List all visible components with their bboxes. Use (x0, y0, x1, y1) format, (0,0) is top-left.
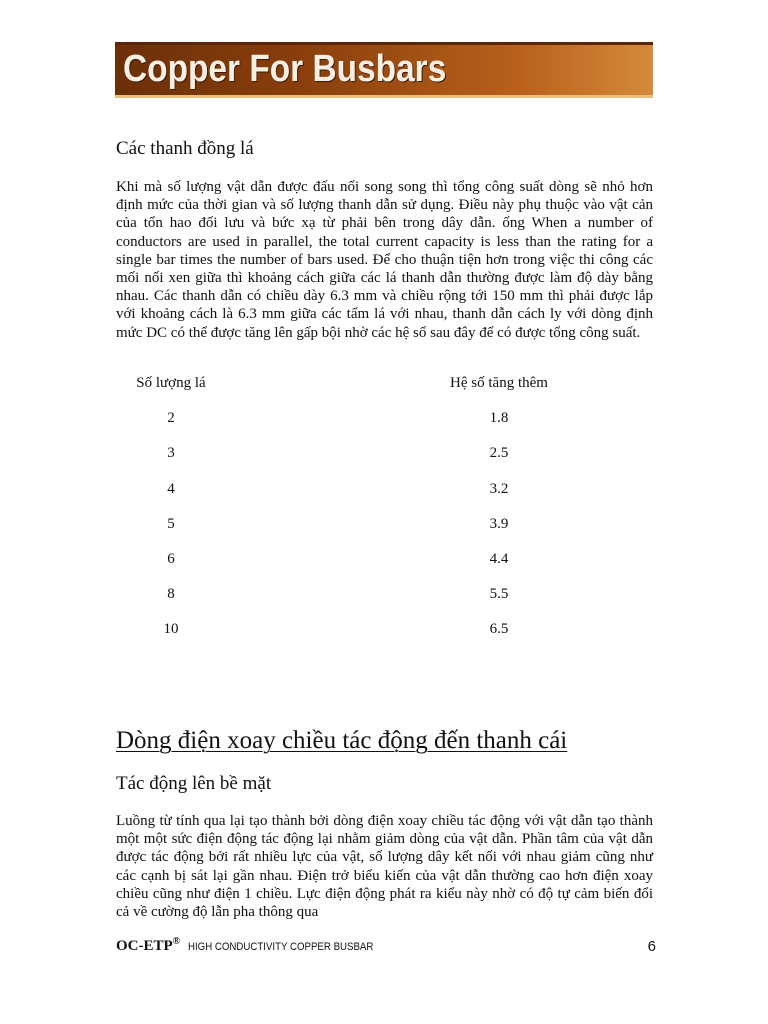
table-row (116, 513, 653, 548)
table-cell-sheet-count: 3 (167, 445, 175, 462)
table-cell-multiplier: 2.5 (489, 445, 509, 462)
header-banner (115, 42, 653, 98)
table-header-row (116, 372, 653, 407)
table-cell-multiplier: 1.8 (489, 410, 509, 427)
table-row (116, 407, 653, 442)
registered-mark: ® (172, 936, 181, 947)
table-row (116, 583, 653, 618)
table-row (116, 548, 653, 583)
table-cell-multiplier: 5.5 (489, 586, 509, 603)
table-cell-multiplier: 4.4 (489, 550, 509, 567)
table-cell-sheet-count: 8 (167, 586, 175, 603)
table-cell-sheet-count: 5 (167, 515, 175, 532)
table-row (116, 478, 653, 513)
table-header-sheet-count: Số lượng lá (136, 375, 206, 391)
footer-brand (116, 938, 180, 955)
page-number: 6 (647, 938, 656, 955)
table-cell-sheet-count: 10 (163, 621, 179, 638)
table-header-multiplier: Hệ số tăng thêm (450, 375, 548, 391)
table-cell-multiplier: 6.5 (489, 621, 509, 638)
footer-brand-name: OC-ETP (116, 938, 173, 954)
table-row (116, 442, 653, 477)
section-subheading-skin-effect: Tác động lên bề mặt (116, 773, 272, 794)
table-cell-multiplier: 3.2 (489, 480, 509, 497)
table-cell-sheet-count: 4 (167, 480, 175, 497)
table-cell-sheet-count: 6 (167, 550, 175, 567)
banner-title: Copper For Busbars (123, 48, 447, 90)
table-row (116, 618, 653, 653)
table-cell-multiplier: 3.9 (489, 515, 509, 532)
section-paragraph-copper-sheets: Khi mà số lượng vật dẫn được đấu nối song song thì tổng công suất dòng sẽ nhỏ hơn định mức của thời gian và số lượng thanh dẫn sử dụng. Điều này phụ thuộc vào vật cản của tổn hao đối lưu và bức xạ từ phải bên trong dây dẫn. ống When a number of conductors are used in parallel, the total current capacity is less than the rating for a single bar times the number of bars used. Để cho thuận tiện hơn trong việc thi công các mối nối xen giữa thì khoảng cách giữa các lá thanh dẫn thường được làm độ dày bằng nhau. Các thanh dẫn có chiều dày 6.3 mm và chiều rộng tới 150 mm thì phải được lắp với khoảng cách là 6.3 mm giữa các tấm lá với nhau, thanh dẫn cách ly với dòng định mức DC có thể được tăng lên gấp bội nhờ các hệ số sau đây để có được tổng công suất. (116, 179, 653, 341)
footer-subtitle: HIGH CONDUCTIVITY COPPER BUSBAR (188, 941, 374, 953)
section-title-ac-effects: Dòng điện xoay chiều tác động đến thanh cái (116, 727, 568, 754)
table-cell-sheet-count: 2 (167, 410, 175, 427)
page-footer (116, 932, 656, 958)
section-heading-copper-sheets: Các thanh đồng lá (116, 138, 254, 159)
section-paragraph-skin-effect: Luồng từ tính qua lại tạo thành bởi dòng điện xoay chiều tác động với vật dẫn tạo thành một một sức điện động tác động lại nhằm giảm dòng của vật dẫn. Phần tâm của vật dẫn được tác động bởi rất nhiều lực của vật, số lượng dây kết nối với nhau giảm cũng như các cạnh bị sát lại gần nhau. Điện trở biểu kiến của vật dẫn thường cao hơn điện xoay chiều cũng như điện 1 chiều. Lực điện động phát ra kiểu này nhờ có độ tự cảm biến đổi cả về cường độ lẫn pha thông qua (116, 813, 653, 921)
multiplier-table (116, 372, 653, 654)
